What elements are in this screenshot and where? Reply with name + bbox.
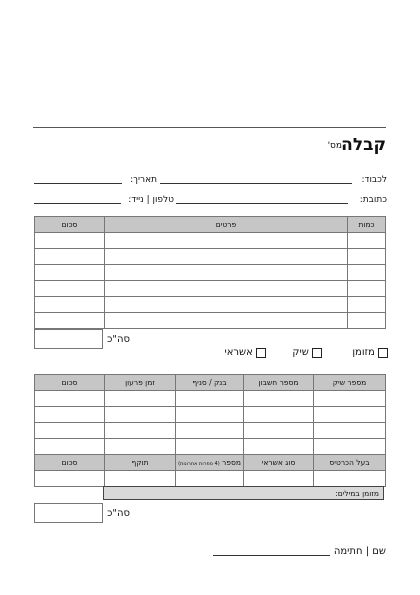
details-cell[interactable] — [105, 249, 348, 265]
col-amount: סכום — [35, 375, 105, 391]
phone-field[interactable] — [34, 203, 121, 204]
table-cell[interactable] — [105, 423, 176, 439]
payment-details-table — [34, 374, 386, 487]
col-expiry: תוקף — [105, 455, 176, 471]
table-row — [35, 423, 386, 439]
amount-cell[interactable] — [35, 313, 105, 329]
total-box[interactable] — [34, 329, 103, 349]
table-cell[interactable] — [314, 439, 386, 455]
address-label: כתובת: — [359, 195, 387, 205]
table-cell[interactable] — [105, 407, 176, 423]
table-cell[interactable] — [314, 423, 386, 439]
table-cell[interactable] — [105, 391, 176, 407]
table-cell[interactable] — [35, 423, 105, 439]
table-row — [35, 297, 386, 313]
table-cell[interactable] — [314, 471, 386, 487]
details-cell[interactable] — [105, 233, 348, 249]
quantity-cell[interactable] — [348, 265, 386, 281]
total-label-2: סה"כ — [107, 508, 130, 519]
details-cell[interactable] — [105, 281, 348, 297]
table-row — [35, 233, 386, 249]
date-field[interactable] — [34, 183, 122, 184]
table-row — [35, 281, 386, 297]
separator: | — [365, 546, 370, 557]
col-card-holder: בעל הכרטיס — [314, 455, 386, 471]
amount-cell[interactable] — [35, 297, 105, 313]
col-bank-branch: בנק / סניף — [176, 375, 244, 391]
quantity-cell[interactable] — [348, 297, 386, 313]
payment-option-label: מזומן — [352, 347, 375, 358]
quantity-cell[interactable] — [348, 249, 386, 265]
table-cell[interactable] — [176, 407, 244, 423]
total-label: סה"כ — [107, 334, 130, 345]
table-cell[interactable] — [176, 391, 244, 407]
table-cell[interactable] — [244, 471, 314, 487]
amount-cell[interactable] — [35, 233, 105, 249]
table-row — [35, 471, 386, 487]
name-label: שם — [372, 546, 386, 557]
table-row — [35, 439, 386, 455]
table-cell[interactable] — [35, 391, 105, 407]
details-cell[interactable] — [105, 297, 348, 313]
checkbox-icon[interactable] — [378, 348, 388, 358]
cash-in-words-field[interactable] — [103, 486, 384, 500]
payment-option-label: אשראי — [224, 347, 253, 358]
col-quantity: כמות — [348, 217, 386, 233]
checkbox-icon[interactable] — [256, 348, 266, 358]
items-table — [34, 216, 386, 329]
table-cell[interactable] — [244, 391, 314, 407]
col-details: פרטים — [105, 217, 348, 233]
col-credit-type: סוג אשראי — [244, 455, 314, 471]
cash-in-words-label: מזומן במילים: — [335, 489, 379, 498]
signature-line-label — [334, 546, 386, 557]
table-cell[interactable] — [314, 407, 386, 423]
table-row — [35, 391, 386, 407]
details-cell[interactable] — [105, 265, 348, 281]
amount-cell[interactable] — [35, 249, 105, 265]
amount-cell[interactable] — [35, 281, 105, 297]
table-cell[interactable] — [35, 471, 105, 487]
table-cell[interactable] — [244, 407, 314, 423]
document-title: קבלה — [341, 135, 386, 155]
table-cell[interactable] — [244, 439, 314, 455]
total-box-2[interactable] — [34, 503, 103, 523]
receipt-number-label: מס' — [327, 141, 342, 151]
date-label: תאריך: — [130, 175, 157, 185]
col-account-number: מספר חשבון — [244, 375, 314, 391]
quantity-cell[interactable] — [348, 281, 386, 297]
address-field[interactable] — [176, 203, 348, 204]
card-number-note: (4 ספרות אחרונות) — [178, 461, 220, 467]
table-row — [35, 249, 386, 265]
col-due-date: זמן פרעון — [105, 375, 176, 391]
signature-label: חתימה — [333, 546, 363, 557]
table-cell[interactable] — [35, 439, 105, 455]
table-cell[interactable] — [176, 471, 244, 487]
quantity-cell[interactable] — [348, 233, 386, 249]
quantity-cell[interactable] — [348, 313, 386, 329]
payment-option-label: שיק — [292, 347, 309, 358]
table-cell[interactable] — [105, 439, 176, 455]
payment-option-cash[interactable] — [352, 347, 388, 360]
top-rule — [33, 127, 386, 128]
amount-cell[interactable] — [35, 265, 105, 281]
table-cell[interactable] — [176, 423, 244, 439]
col-card-number — [176, 455, 244, 471]
table-cell[interactable] — [176, 439, 244, 455]
table-cell[interactable] — [244, 423, 314, 439]
table-cell[interactable] — [105, 471, 176, 487]
to-field[interactable] — [160, 183, 352, 184]
checkbox-icon[interactable] — [312, 348, 322, 358]
card-number-label: מספר — [222, 458, 241, 467]
table-row — [35, 265, 386, 281]
col-check-number: מספר שיק — [314, 375, 386, 391]
payment-option-credit[interactable] — [224, 347, 266, 360]
table-row — [35, 407, 386, 423]
table-row — [35, 313, 386, 329]
payment-option-check[interactable] — [292, 347, 322, 360]
signature-field[interactable] — [213, 555, 330, 556]
details-cell[interactable] — [105, 313, 348, 329]
col-amount: סכום — [35, 217, 105, 233]
col-amount: סכום — [35, 455, 105, 471]
table-cell[interactable] — [35, 407, 105, 423]
to-label: לכבוד: — [361, 175, 387, 185]
phone-label: טלפון | נייד: — [128, 195, 174, 205]
table-cell[interactable] — [314, 391, 386, 407]
